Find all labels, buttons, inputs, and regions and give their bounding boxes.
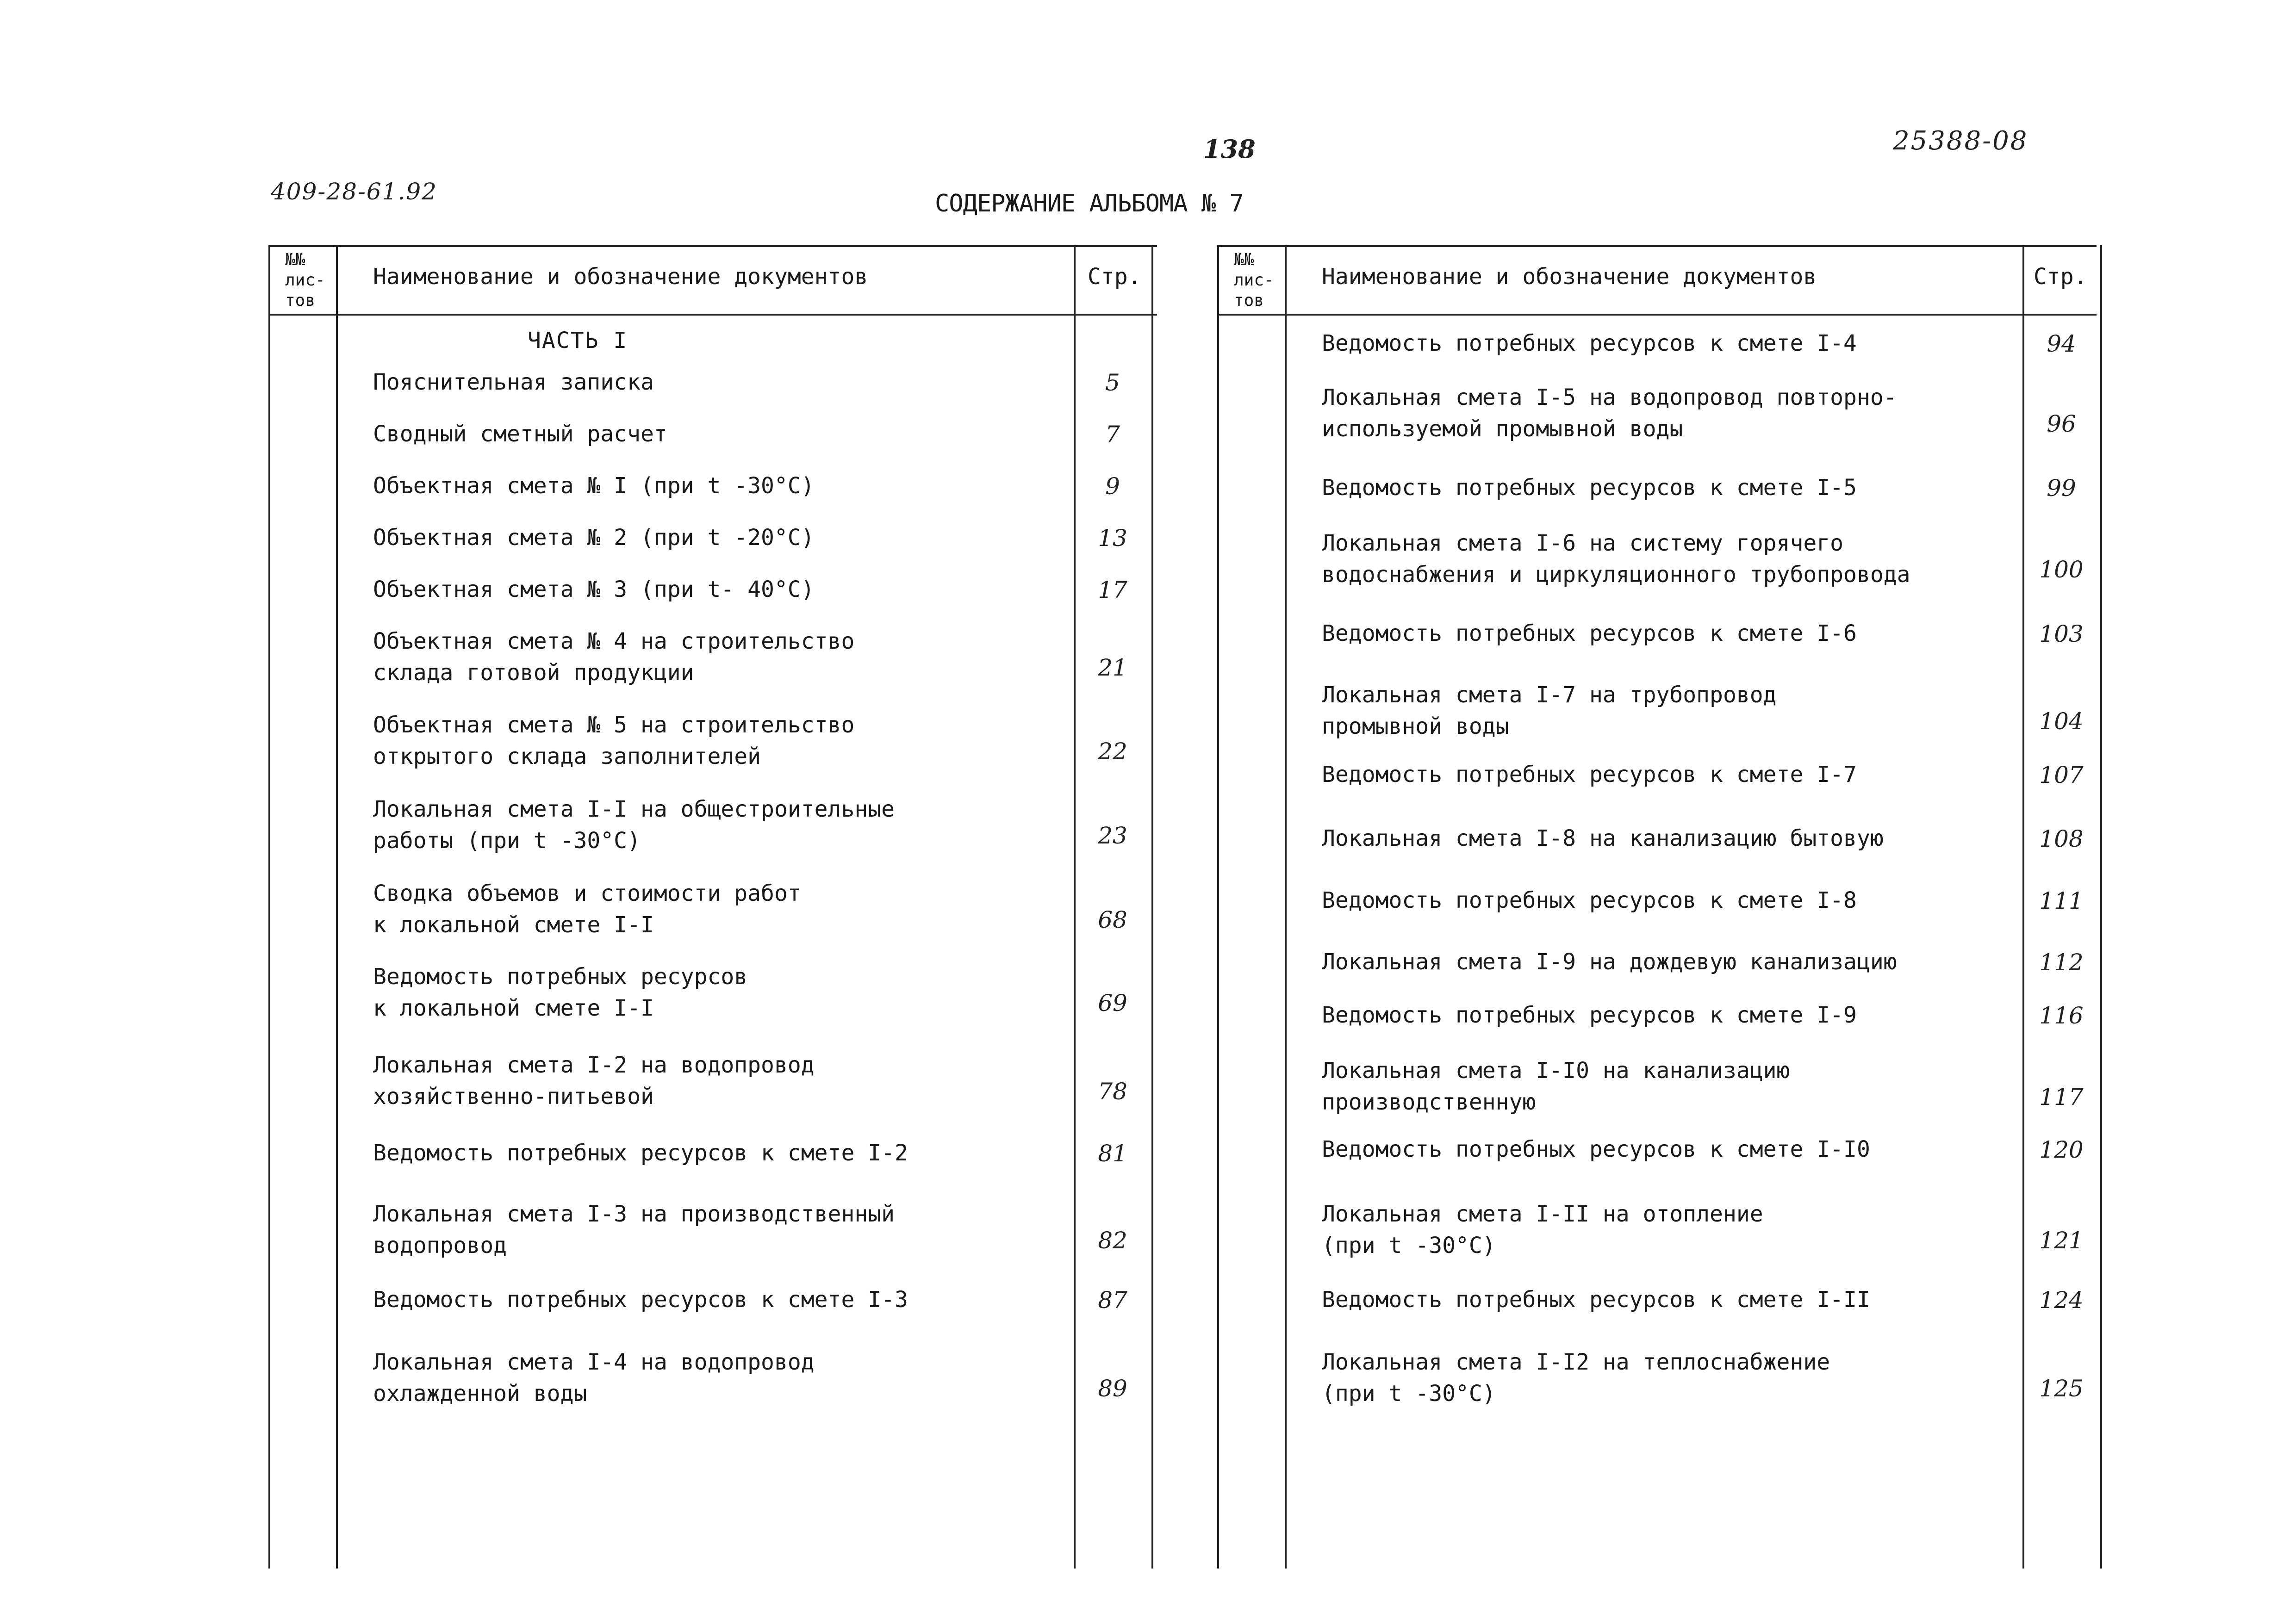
entry-title-line: Локальная смета I-2 на водопровод bbox=[373, 1052, 815, 1078]
entry-page-number: 99 bbox=[2047, 475, 2076, 502]
entry-title-line: промывной воды bbox=[1322, 713, 1509, 739]
entry-title-line: Локальная смета I-5 на водопровод повторно- bbox=[1322, 384, 1897, 410]
entry-title-line: Ведомость потребных ресурсов к смете I-3 bbox=[373, 1287, 908, 1313]
entry-title-line: Объектная смета № I (при t -30°С) bbox=[373, 473, 815, 499]
entry-page-number: 108 bbox=[2039, 825, 2084, 852]
entry-title-line: охлажденной воды bbox=[373, 1381, 587, 1407]
entry-title-line: к локальной смете I-I bbox=[373, 995, 654, 1021]
entry-page-number: 78 bbox=[1098, 1078, 1127, 1105]
entry-title-line: (при t -30°С) bbox=[1322, 1381, 1496, 1407]
entry-title-line: к локальной смете I-I bbox=[373, 912, 654, 938]
entry-page-number: 107 bbox=[2039, 762, 2084, 788]
contents-table-left bbox=[268, 245, 1157, 1569]
entry-page-number: 125 bbox=[2039, 1375, 2084, 1402]
column-header-page: Стр. bbox=[2034, 264, 2087, 290]
entry-page-number: 7 bbox=[1105, 421, 1120, 448]
entry-page-number: 112 bbox=[2039, 949, 2084, 976]
entry-page-number: 21 bbox=[1098, 654, 1127, 681]
entry-title-line: Объектная смета № 4 на строительство bbox=[373, 628, 855, 654]
entry-page-number: 117 bbox=[2039, 1084, 2084, 1110]
entry-title-line: Локальная смета I-I2 на теплоснабжение bbox=[1322, 1349, 1830, 1375]
entry-title-line: Локальная смета I-6 на систему горячего bbox=[1322, 530, 1844, 556]
entry-title-line: Локальная смета I-9 на дождевую канализацию bbox=[1322, 949, 1897, 975]
entry-title-line: Ведомость потребных ресурсов к смете I-I0 bbox=[1322, 1136, 1870, 1162]
entry-title-line: (при t -30°С) bbox=[1322, 1233, 1496, 1259]
entry-page-number: 121 bbox=[2039, 1227, 2084, 1254]
entry-page-number: 9 bbox=[1105, 473, 1120, 500]
entry-title-line: водопровод bbox=[373, 1233, 507, 1259]
entry-title-line: Локальная смета I-3 на производственный bbox=[373, 1201, 895, 1227]
entry-title-line: Локальная смета I-4 на водопровод bbox=[373, 1349, 815, 1375]
entry-title-line: используемой промывной воды bbox=[1322, 416, 1683, 442]
entry-title-line: производственную bbox=[1322, 1089, 1536, 1115]
entry-title-line: работы (при t -30°С) bbox=[373, 828, 641, 854]
entry-title-line: Ведомость потребных ресурсов к смете I-II bbox=[1322, 1287, 1870, 1313]
entry-page-number: 111 bbox=[2039, 887, 2084, 914]
column-header-page: Стр. bbox=[1088, 264, 1141, 290]
entry-page-number: 17 bbox=[1098, 577, 1127, 603]
project-code: 409-28-61.92 bbox=[271, 178, 437, 205]
entry-title-line: Локальная смета I-I на общестроительные bbox=[373, 796, 895, 822]
entry-page-number: 104 bbox=[2039, 708, 2084, 735]
entry-page-number: 100 bbox=[2039, 556, 2084, 583]
entry-page-number: 103 bbox=[2039, 620, 2084, 647]
entry-page-number: 5 bbox=[1105, 369, 1120, 396]
page-number: 138 bbox=[1203, 134, 1256, 164]
entry-title-line: Ведомость потребных ресурсов к смете I-4 bbox=[1322, 330, 1857, 356]
entry-title-line: Ведомость потребных ресурсов к смете I-5 bbox=[1322, 475, 1857, 501]
contents-table-right bbox=[1217, 245, 2106, 1569]
album-title: СОДЕРЖАНИЕ АЛЬБОМА № 7 bbox=[935, 190, 1244, 217]
column-header-sheets: №№ лис- тов bbox=[1234, 250, 1274, 310]
entry-page-number: 120 bbox=[2039, 1136, 2084, 1163]
entry-title-line: Локальная смета I-8 на канализацию бытовую bbox=[1322, 825, 1884, 851]
column-header-name: Наименование и обозначение документов bbox=[1322, 264, 1817, 290]
entry-title-line: Локальная смета I-II на отопление bbox=[1322, 1201, 1763, 1227]
document-code: 25388-08 bbox=[1893, 126, 2028, 156]
entry-title-line: водоснабжения и циркуляционного трубопровода bbox=[1322, 562, 1910, 588]
column-header-name: Наименование и обозначение документов bbox=[373, 264, 868, 290]
entry-title-line: Сводный сметный расчет bbox=[373, 421, 667, 447]
entry-page-number: 96 bbox=[2047, 410, 2076, 437]
entry-title-line: открытого склада заполнителей bbox=[373, 744, 761, 769]
entry-page-number: 124 bbox=[2039, 1287, 2084, 1314]
entry-page-number: 89 bbox=[1098, 1375, 1127, 1402]
entry-page-number: 82 bbox=[1098, 1227, 1127, 1254]
entry-title-line: Ведомость потребных ресурсов к смете I-9 bbox=[1322, 1002, 1857, 1028]
entry-title-line: Пояснительная записка bbox=[373, 369, 654, 395]
entry-title-line: Объектная смета № 2 (при t -20°С) bbox=[373, 525, 815, 551]
entry-page-number: 81 bbox=[1098, 1140, 1127, 1167]
entry-title-line: Ведомость потребных ресурсов к смете I-8 bbox=[1322, 887, 1857, 913]
entry-title-line: Ведомость потребных ресурсов к смете I-2 bbox=[373, 1140, 908, 1166]
entry-title-line: Объектная смета № 5 на строительство bbox=[373, 712, 855, 738]
entry-title-line: склада готовой продукции bbox=[373, 660, 694, 686]
entry-page-number: 69 bbox=[1098, 990, 1127, 1017]
entry-title-line: Локальная смета I-7 на трубопровод bbox=[1322, 682, 1777, 708]
entry-page-number: 22 bbox=[1098, 738, 1127, 765]
entry-title-line: Ведомость потребных ресурсов к смете I-6 bbox=[1322, 620, 1857, 646]
entry-title-line: Ведомость потребных ресурсов bbox=[373, 964, 748, 990]
column-header-sheets: №№ лис- тов bbox=[285, 250, 325, 310]
entry-title-line: хозяйственно-питьевой bbox=[373, 1084, 654, 1110]
entry-page-number: 87 bbox=[1098, 1287, 1127, 1314]
entry-title-line: Локальная смета I-I0 на канализацию bbox=[1322, 1058, 1790, 1084]
entry-page-number: 94 bbox=[2047, 330, 2076, 357]
entry-page-number: 13 bbox=[1098, 525, 1127, 552]
entry-page-number: 116 bbox=[2039, 1002, 2084, 1029]
section-title: ЧАСТЬ I bbox=[528, 328, 628, 353]
entry-page-number: 68 bbox=[1098, 906, 1127, 933]
entry-page-number: 23 bbox=[1098, 822, 1127, 849]
entry-title-line: Объектная смета № 3 (при t- 40°С) bbox=[373, 577, 815, 602]
entry-title-line: Сводка объемов и стоимости работ bbox=[373, 880, 801, 906]
entry-title-line: Ведомость потребных ресурсов к смете I-7 bbox=[1322, 762, 1857, 787]
